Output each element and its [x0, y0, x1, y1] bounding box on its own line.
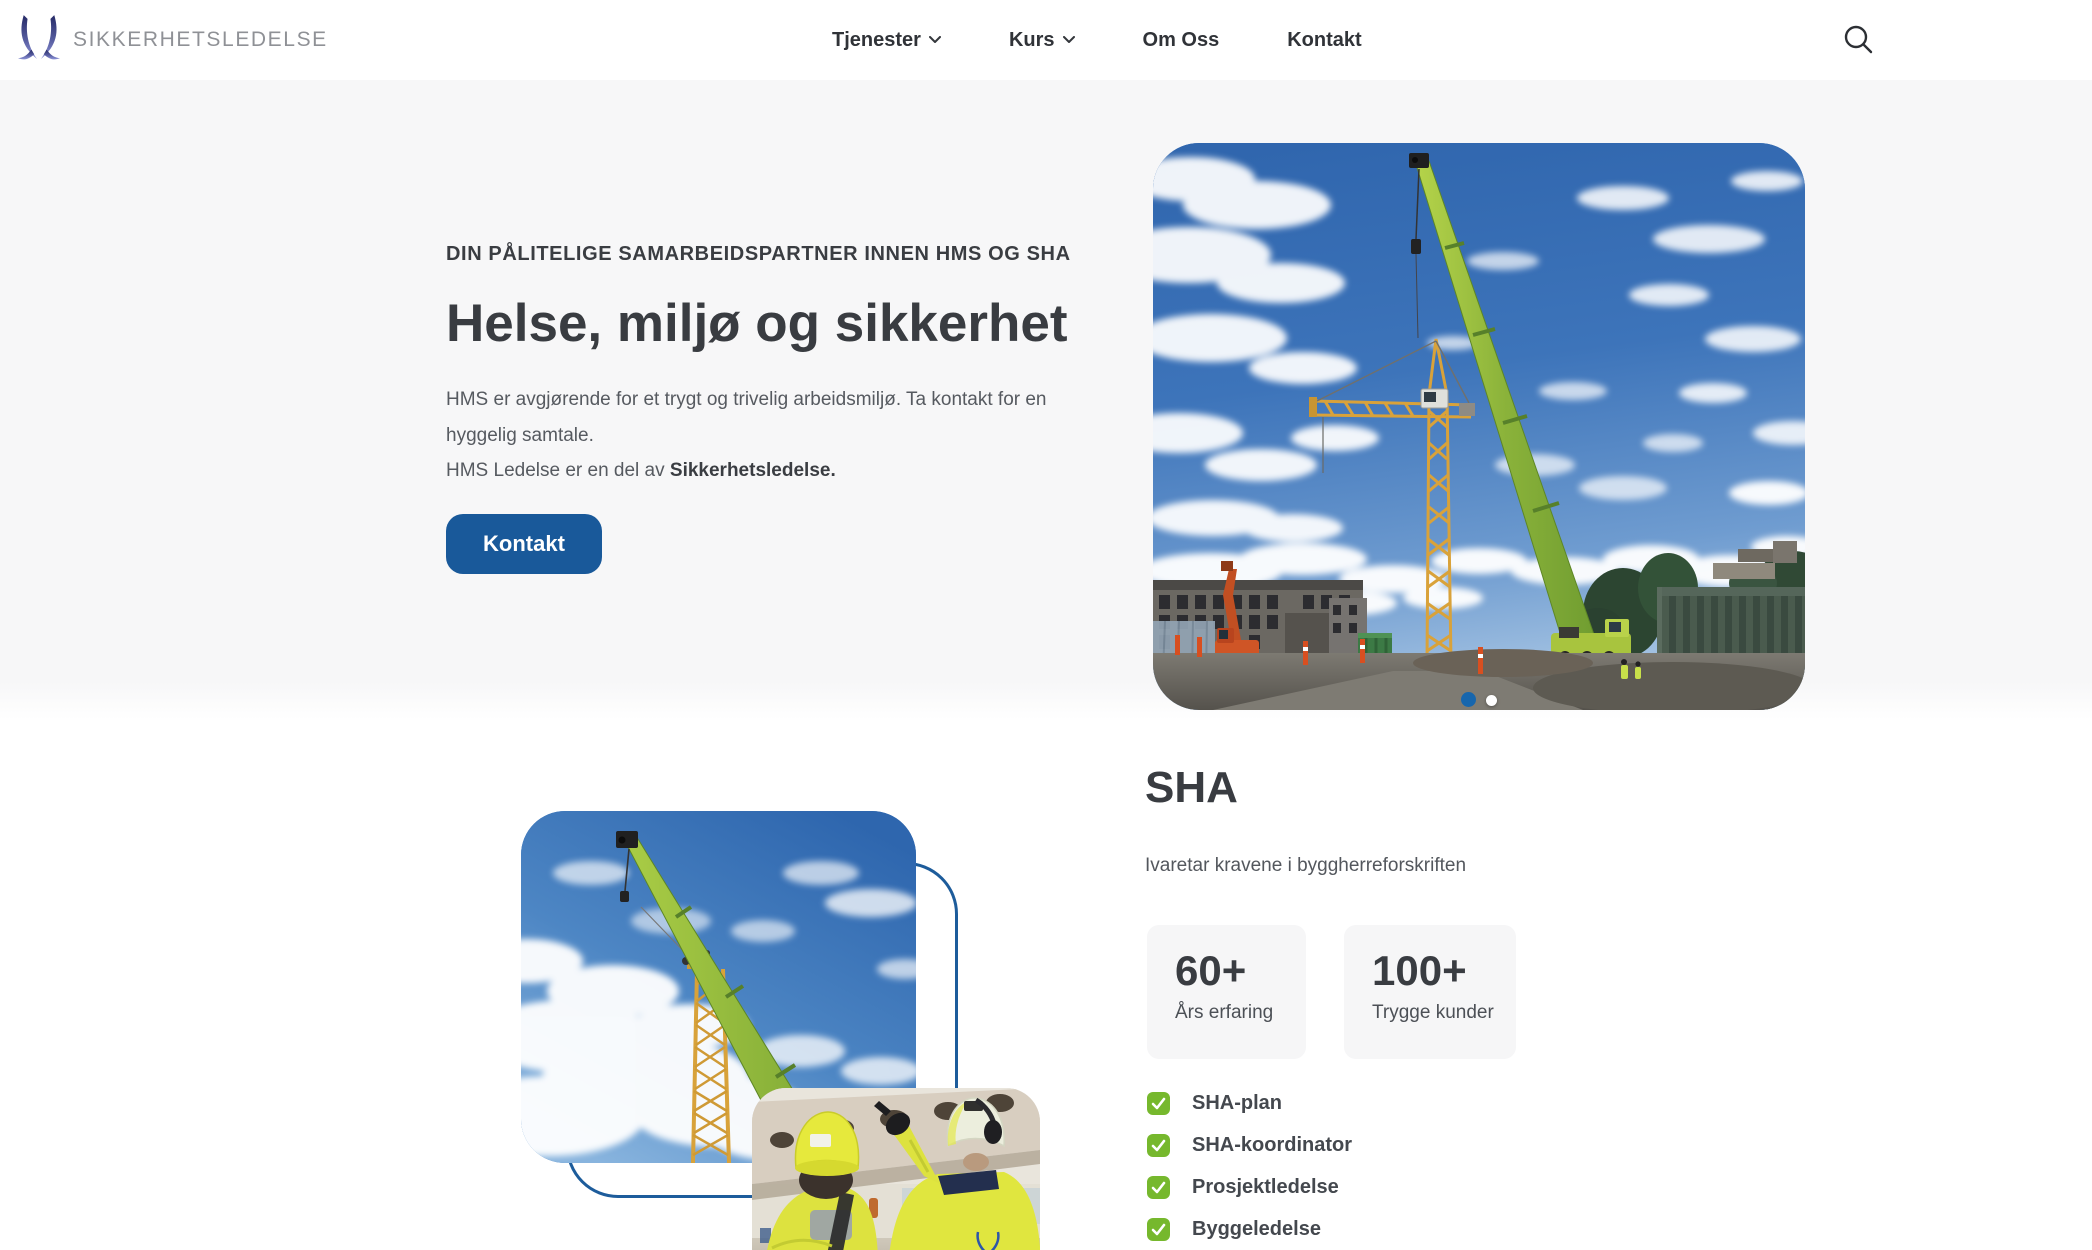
workers-photo [752, 1088, 1040, 1250]
hero-paragraph: HMS er avgjørende for et trygt og trivelig arbeidsmiljø. Ta kontakt for en hyggelig samtale. [446, 389, 1047, 446]
stat-card-customers [1344, 925, 1516, 1059]
nav-item-tjenester[interactable] [832, 29, 941, 52]
search-icon [1842, 23, 1876, 57]
top-navigation-bar [0, 0, 2092, 80]
checklist-label: SHA-plan [1192, 1092, 1282, 1114]
carousel-dot-active[interactable] [1461, 692, 1476, 707]
search-button[interactable] [1840, 21, 1878, 59]
sikkerhetsledelse-link[interactable]: Sikkerhetsledelse. [669, 460, 836, 481]
nav-label: Om Oss [1142, 28, 1220, 51]
checklist-label: Prosjektledelse [1192, 1176, 1339, 1198]
nav-item-kurs[interactable] [1009, 29, 1075, 52]
hero-partner-note [446, 460, 836, 482]
sha-subtitle: Ivaretar kravene i byggherreforskriften [1145, 855, 1467, 876]
stat-value: 100+ [1372, 947, 1467, 994]
chevron-down-icon [929, 36, 941, 44]
stat-label: Års erfaring [1175, 1002, 1274, 1023]
stat-label: Trygge kunder [1372, 1002, 1494, 1023]
checklist-item [1147, 1176, 1352, 1199]
checklist-item [1147, 1134, 1352, 1157]
check-icon [1147, 1134, 1170, 1157]
stat-card-experience [1147, 925, 1306, 1059]
nav-item-om-oss[interactable] [1143, 29, 1220, 52]
kontakt-button[interactable]: Kontakt [446, 514, 602, 574]
nav-label: Kurs [1008, 28, 1055, 51]
partner-prefix: HMS Ledelse er en del av [446, 460, 670, 481]
nav-label: Tjenester [832, 28, 921, 51]
nav-item-kontakt[interactable] [1287, 29, 1361, 52]
main-nav [832, 0, 1362, 80]
page-title: Helse, miljø og sikkerhet [446, 294, 1068, 353]
check-icon [1147, 1218, 1170, 1241]
sha-section-title: SHA [1145, 763, 1238, 812]
check-icon [1147, 1092, 1170, 1115]
checklist-label: SHA-koordinator [1192, 1134, 1352, 1156]
checklist-item [1147, 1092, 1352, 1115]
nav-label: Kontakt [1287, 28, 1362, 51]
wings-logo-icon [18, 13, 60, 68]
sha-checklist [1147, 1092, 1352, 1241]
stat-value: 60+ [1175, 947, 1247, 994]
carousel-dot[interactable] [1486, 695, 1497, 706]
logo[interactable] [18, 0, 328, 80]
hero-carousel-image[interactable] [1153, 143, 1805, 710]
check-icon [1147, 1176, 1170, 1199]
chevron-down-icon [1063, 36, 1075, 44]
logo-text: SIKKERHETSLEDELSE [73, 28, 328, 51]
checklist-item [1147, 1218, 1352, 1241]
hero-eyebrow: DIN PÅLITELIGE SAMARBEIDSPARTNER INNEN HMS OG SHA [446, 243, 1071, 265]
checklist-label: Byggeledelse [1192, 1218, 1321, 1240]
